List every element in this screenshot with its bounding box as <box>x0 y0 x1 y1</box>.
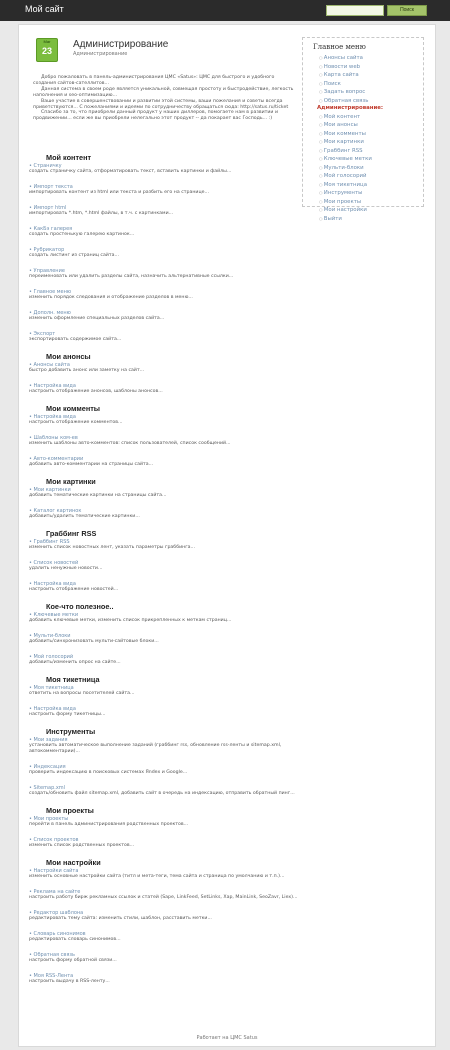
sidebar-menu-item[interactable]: ○ Новости web <box>319 63 383 72</box>
admin-item <box>29 414 298 426</box>
admin-item-link[interactable]: • Мой голосорий <box>29 654 74 660</box>
admin-item <box>29 910 298 922</box>
admin-item-link[interactable]: • Список новостей <box>29 560 79 566</box>
intro-paragraph: Ваше участие в совершенствовании и развитии этой системы, ваши пожелания и советы всегда приветствуются... С пожеланиями и идеями по сотрудничеству обращаться сюда: http://satus.ru/ticket <box>33 98 289 110</box>
admin-item-link[interactable]: • Ключевые метки <box>29 612 79 618</box>
section-heading: Кое-что полезное.. <box>46 602 114 611</box>
admin-item-description: редактировать словарь синонимов... <box>29 937 121 942</box>
admin-item-link[interactable]: • Реклама на сайте <box>29 889 81 895</box>
sidebar-admin-item[interactable]: ○ Инструменты <box>319 189 383 198</box>
admin-item-description: настроить отображение комментов... <box>29 420 123 425</box>
admin-item-description: импортировать *.htm, *.html файлы, в т.ч. с картинками... <box>29 211 174 216</box>
search-button[interactable]: Поиск <box>387 5 427 16</box>
admin-item <box>29 508 298 520</box>
sidebar-menu-item[interactable]: ○ Поиск <box>319 80 383 89</box>
admin-item-link[interactable]: • Мои задания <box>29 737 68 743</box>
sidebar-admin-item[interactable]: ○ Мой голосорий <box>319 172 383 181</box>
site-title[interactable]: Мой сайт <box>25 4 64 14</box>
page-container <box>18 24 436 1047</box>
admin-item-link[interactable]: • Sitemap.xml <box>29 785 66 791</box>
sidebar-admin-item[interactable]: ○ Мои проекты <box>319 198 383 207</box>
admin-item <box>29 331 298 343</box>
section-heading: Мои проекты <box>46 806 94 815</box>
admin-item-link[interactable]: • Моя RSS-Лента <box>29 973 74 979</box>
admin-item <box>29 685 298 697</box>
admin-item-description: настроить работу бирж рекламных ссылок и статей (Sape, LinkFeed, SetLinks, Xap, MainLink, SeoZavr, Liex)... <box>29 895 298 900</box>
page-title: Администрирование <box>73 39 169 50</box>
admin-item <box>29 184 298 196</box>
admin-item <box>29 612 298 624</box>
admin-item <box>29 816 298 828</box>
admin-item-description: добавить/синхронизовать мульти-сайтовые блоки... <box>29 639 159 644</box>
admin-item <box>29 581 298 593</box>
sidebar-admin-item[interactable]: ○ Выйти <box>319 215 383 224</box>
admin-item-link[interactable]: • Каталог картинок <box>29 508 82 514</box>
admin-item-description: изменить оформление специальных разделов сайта... <box>29 316 165 321</box>
admin-item-link[interactable]: • Управление <box>29 268 65 274</box>
admin-item-description: настроить форму обратной связи... <box>29 958 117 963</box>
intro-paragraph: Добро пожаловать в панель-администрирования ЦМС «Satus»: ЦМС для быстрого и удобного создания сайтов-сателлитов... <box>33 75 275 86</box>
date-day: 23 <box>41 46 52 56</box>
admin-item-description: изменить список новостных лент, указать параметры граббинга... <box>29 545 196 550</box>
admin-item <box>29 487 298 499</box>
admin-item-description: добавить/изменить опрос на сайте... <box>29 660 121 665</box>
admin-item-link[interactable]: • Импорт html <box>29 205 67 211</box>
breadcrumb: Администрирование <box>73 51 128 57</box>
section-heading: Граббинг RSS <box>46 529 97 538</box>
admin-item-link[interactable]: • Настройка вида <box>29 383 76 389</box>
admin-item-link[interactable]: • Страничку <box>29 163 62 169</box>
admin-item-description: экспортировать содержимое сайта... <box>29 337 122 342</box>
admin-sections <box>28 147 298 994</box>
admin-item <box>29 889 298 901</box>
sidebar-menu <box>319 54 383 223</box>
admin-item-link[interactable]: • Шаблоны ком-ев <box>29 435 78 441</box>
admin-item <box>29 785 298 797</box>
admin-item-description: настроить отображение анонсов, шаблоны анонсов... <box>29 389 163 394</box>
admin-item <box>29 247 298 259</box>
admin-item-description: проверить индексацию в поисковых системах Яndex и Google... <box>29 770 188 775</box>
admin-item <box>29 383 298 395</box>
sidebar-admin-item[interactable]: ○ Мои анонсы <box>319 121 383 130</box>
admin-item-link[interactable]: • Мои проекты <box>29 816 69 822</box>
sidebar-admin-item[interactable]: ○ Мой контент <box>319 113 383 122</box>
sidebar <box>302 37 424 222</box>
admin-item <box>29 226 298 238</box>
admin-item-description: редактировать тему сайта: изменить стили, шаблон, расставить метки... <box>29 916 212 921</box>
admin-item-description: добавить авто-комментарии на страницы сайта... <box>29 462 154 467</box>
section-heading: Инструменты <box>46 727 96 736</box>
admin-item-description: создать/обновить файл sitemap.xml, добавить сайт в очередь на индексацию, отправить обратный пинг... <box>29 791 295 796</box>
top-bar <box>0 0 450 21</box>
admin-item-link[interactable]: • Моя тикетница <box>29 685 74 691</box>
admin-item-description: изменить шаблоны авто-комментов: список пользователей, список сообщений... <box>29 441 231 446</box>
admin-item <box>29 764 298 776</box>
admin-item <box>29 973 298 985</box>
sidebar-menu-item[interactable]: ○ Карта сайта <box>319 71 383 80</box>
admin-item-description: перейти в панель администрирования родственных проектов... <box>29 822 189 827</box>
admin-item <box>29 289 298 301</box>
admin-item-link[interactable]: • Настройка вида <box>29 414 76 420</box>
admin-item-description: настроить выдачу в RSS-ленту... <box>29 979 110 984</box>
admin-item-link[interactable]: • Экспорт <box>29 331 56 337</box>
search-input[interactable] <box>326 5 384 16</box>
admin-item <box>29 435 298 447</box>
section-heading: Мои анонсы <box>46 352 91 361</box>
admin-item-link[interactable]: • Рубрикатор <box>29 247 65 253</box>
admin-item-link[interactable]: • Настройка вида <box>29 706 76 712</box>
admin-item <box>29 456 298 468</box>
intro-text <box>33 75 295 122</box>
admin-item <box>29 205 298 217</box>
sidebar-admin-item[interactable]: ○ Моя тикетница <box>319 181 383 190</box>
date-month: Mar <box>43 39 51 44</box>
sidebar-admin-item[interactable]: ○ Мои картинки <box>319 138 383 147</box>
section-heading: Мои комменты <box>46 404 101 413</box>
admin-item <box>29 163 298 175</box>
admin-item <box>29 633 298 645</box>
admin-item-link[interactable]: • Мои картинки <box>29 487 71 493</box>
admin-item-link[interactable]: • Настройка вида <box>29 581 76 587</box>
admin-item-description: импортировать контент из html или текста и разбить его на странице... <box>29 190 210 195</box>
admin-item-description: установить автоматическое выполнение заданий (граббинг rss, обновление rss-ленты и sitemap.xml, автокомментарии)... <box>29 743 282 754</box>
intro-paragraph: Данная система в своем роде является уникальной, совмещая простоту и быстродействие, легкость наполнения и seo-оптимизацию... <box>33 86 294 98</box>
admin-item-link[interactable]: • Граббинг RSS <box>29 539 70 545</box>
admin-item <box>29 539 298 551</box>
admin-item-link[interactable]: • Словарь синонимов <box>29 931 86 937</box>
admin-item-description: изменить список родственных проектов... <box>29 843 135 848</box>
admin-item-link[interactable]: • Анонсы сайта <box>29 362 70 368</box>
admin-item-description: ответить на вопросы посетителей сайта... <box>29 691 135 696</box>
admin-item-link[interactable]: • Мульти-блоки <box>29 633 71 639</box>
admin-item-link[interactable]: • Индексация <box>29 764 66 770</box>
admin-item <box>29 837 298 849</box>
admin-item-description: быстро добавить анонс или заметку на сайт... <box>29 368 145 373</box>
admin-item <box>29 706 298 718</box>
sidebar-menu-item[interactable]: ○ Анонсы сайта <box>319 54 383 63</box>
admin-item-description: настроить форму тикетницы... <box>29 712 106 717</box>
date-badge <box>36 38 58 62</box>
admin-item <box>29 560 298 572</box>
admin-item-description: создать простенькую галерею картинок... <box>29 232 135 237</box>
admin-item-description: добавить ключевые метки, изменить список прикрепленных к меткам страниц... <box>29 618 232 623</box>
admin-item <box>29 654 298 666</box>
footer: Работает на ЦМС Satus <box>196 1035 258 1041</box>
admin-item-link[interactable]: • Авто-комментарии <box>29 456 84 462</box>
section-heading: Моя тикетница <box>46 675 100 684</box>
sidebar-menu-item[interactable]: ○ Обратная связь <box>319 97 383 106</box>
admin-item-link[interactable]: • Главное меню <box>29 289 72 295</box>
sidebar-admin-item[interactable]: ○ Мои настройки <box>319 206 383 215</box>
section-heading: Мои картинки <box>46 477 96 486</box>
admin-item-link[interactable]: • Список проектов <box>29 837 79 843</box>
admin-item-description: изменить порядок следования и отображение разделов в меню... <box>29 295 193 300</box>
sidebar-menu-item[interactable]: ○ Задать вопрос <box>319 88 383 97</box>
sidebar-admin-item[interactable]: ○ Мои комменты <box>319 130 383 139</box>
section-heading: Мои настройки <box>46 858 101 867</box>
admin-item-description: переименовать или удалить разделы сайта, назначить альтернативные ссылки... <box>29 274 234 279</box>
admin-item-description: удалить ненужные новости... <box>29 566 103 571</box>
admin-item-link[interactable]: • Настройки сайта <box>29 868 79 874</box>
admin-item-link[interactable]: • Дополн. меню <box>29 310 71 316</box>
intro-paragraph: Спасибо за то, что приобрели данный продукт у наших диллеров, помогаете нам в развитии и продвижении... если же вы приобрели нелегально этот продукт -- да покарает вас Господь... :) <box>33 110 279 122</box>
admin-item <box>29 362 298 374</box>
sidebar-admin-item[interactable]: ○ Мульти-блоки <box>319 164 383 173</box>
sidebar-admin-item[interactable]: ○ Граббинг RSS <box>319 147 383 156</box>
sidebar-admin-item[interactable]: ○ Ключевые метки <box>319 155 383 164</box>
section-heading: Мой контент <box>46 153 92 162</box>
admin-item-description: настроить отображение новостей... <box>29 587 119 592</box>
admin-item-description: добавить/удалить тематические картинки... <box>29 514 140 519</box>
admin-item-description: изменить основные настройки сайта (титл и мета-теги, тема сайта и страница по умолчанию и т.п.)... <box>29 874 285 879</box>
admin-item <box>29 952 298 964</box>
admin-item-link[interactable]: • Обратная связь <box>29 952 75 958</box>
admin-item-link[interactable]: • Редактор шаблона <box>29 910 84 916</box>
sidebar-admin-heading: Администрирование: <box>317 105 384 111</box>
admin-item-link[interactable]: • Импорт текста <box>29 184 73 190</box>
admin-item-description: добавить тематические картинки на страницы сайта... <box>29 493 167 498</box>
admin-item <box>29 310 298 322</box>
admin-item-description: создать страничку сайта, отформатировать текст, вставить картинки и файлы... <box>29 169 232 174</box>
sidebar-title: Главное меню <box>313 43 366 51</box>
admin-item-link[interactable]: • КакБэ галерея <box>29 226 73 232</box>
admin-item <box>29 868 298 880</box>
admin-item <box>29 268 298 280</box>
admin-item <box>29 737 298 755</box>
admin-item-description: создать листинг из страниц сайта... <box>29 253 119 258</box>
admin-item <box>29 931 298 943</box>
